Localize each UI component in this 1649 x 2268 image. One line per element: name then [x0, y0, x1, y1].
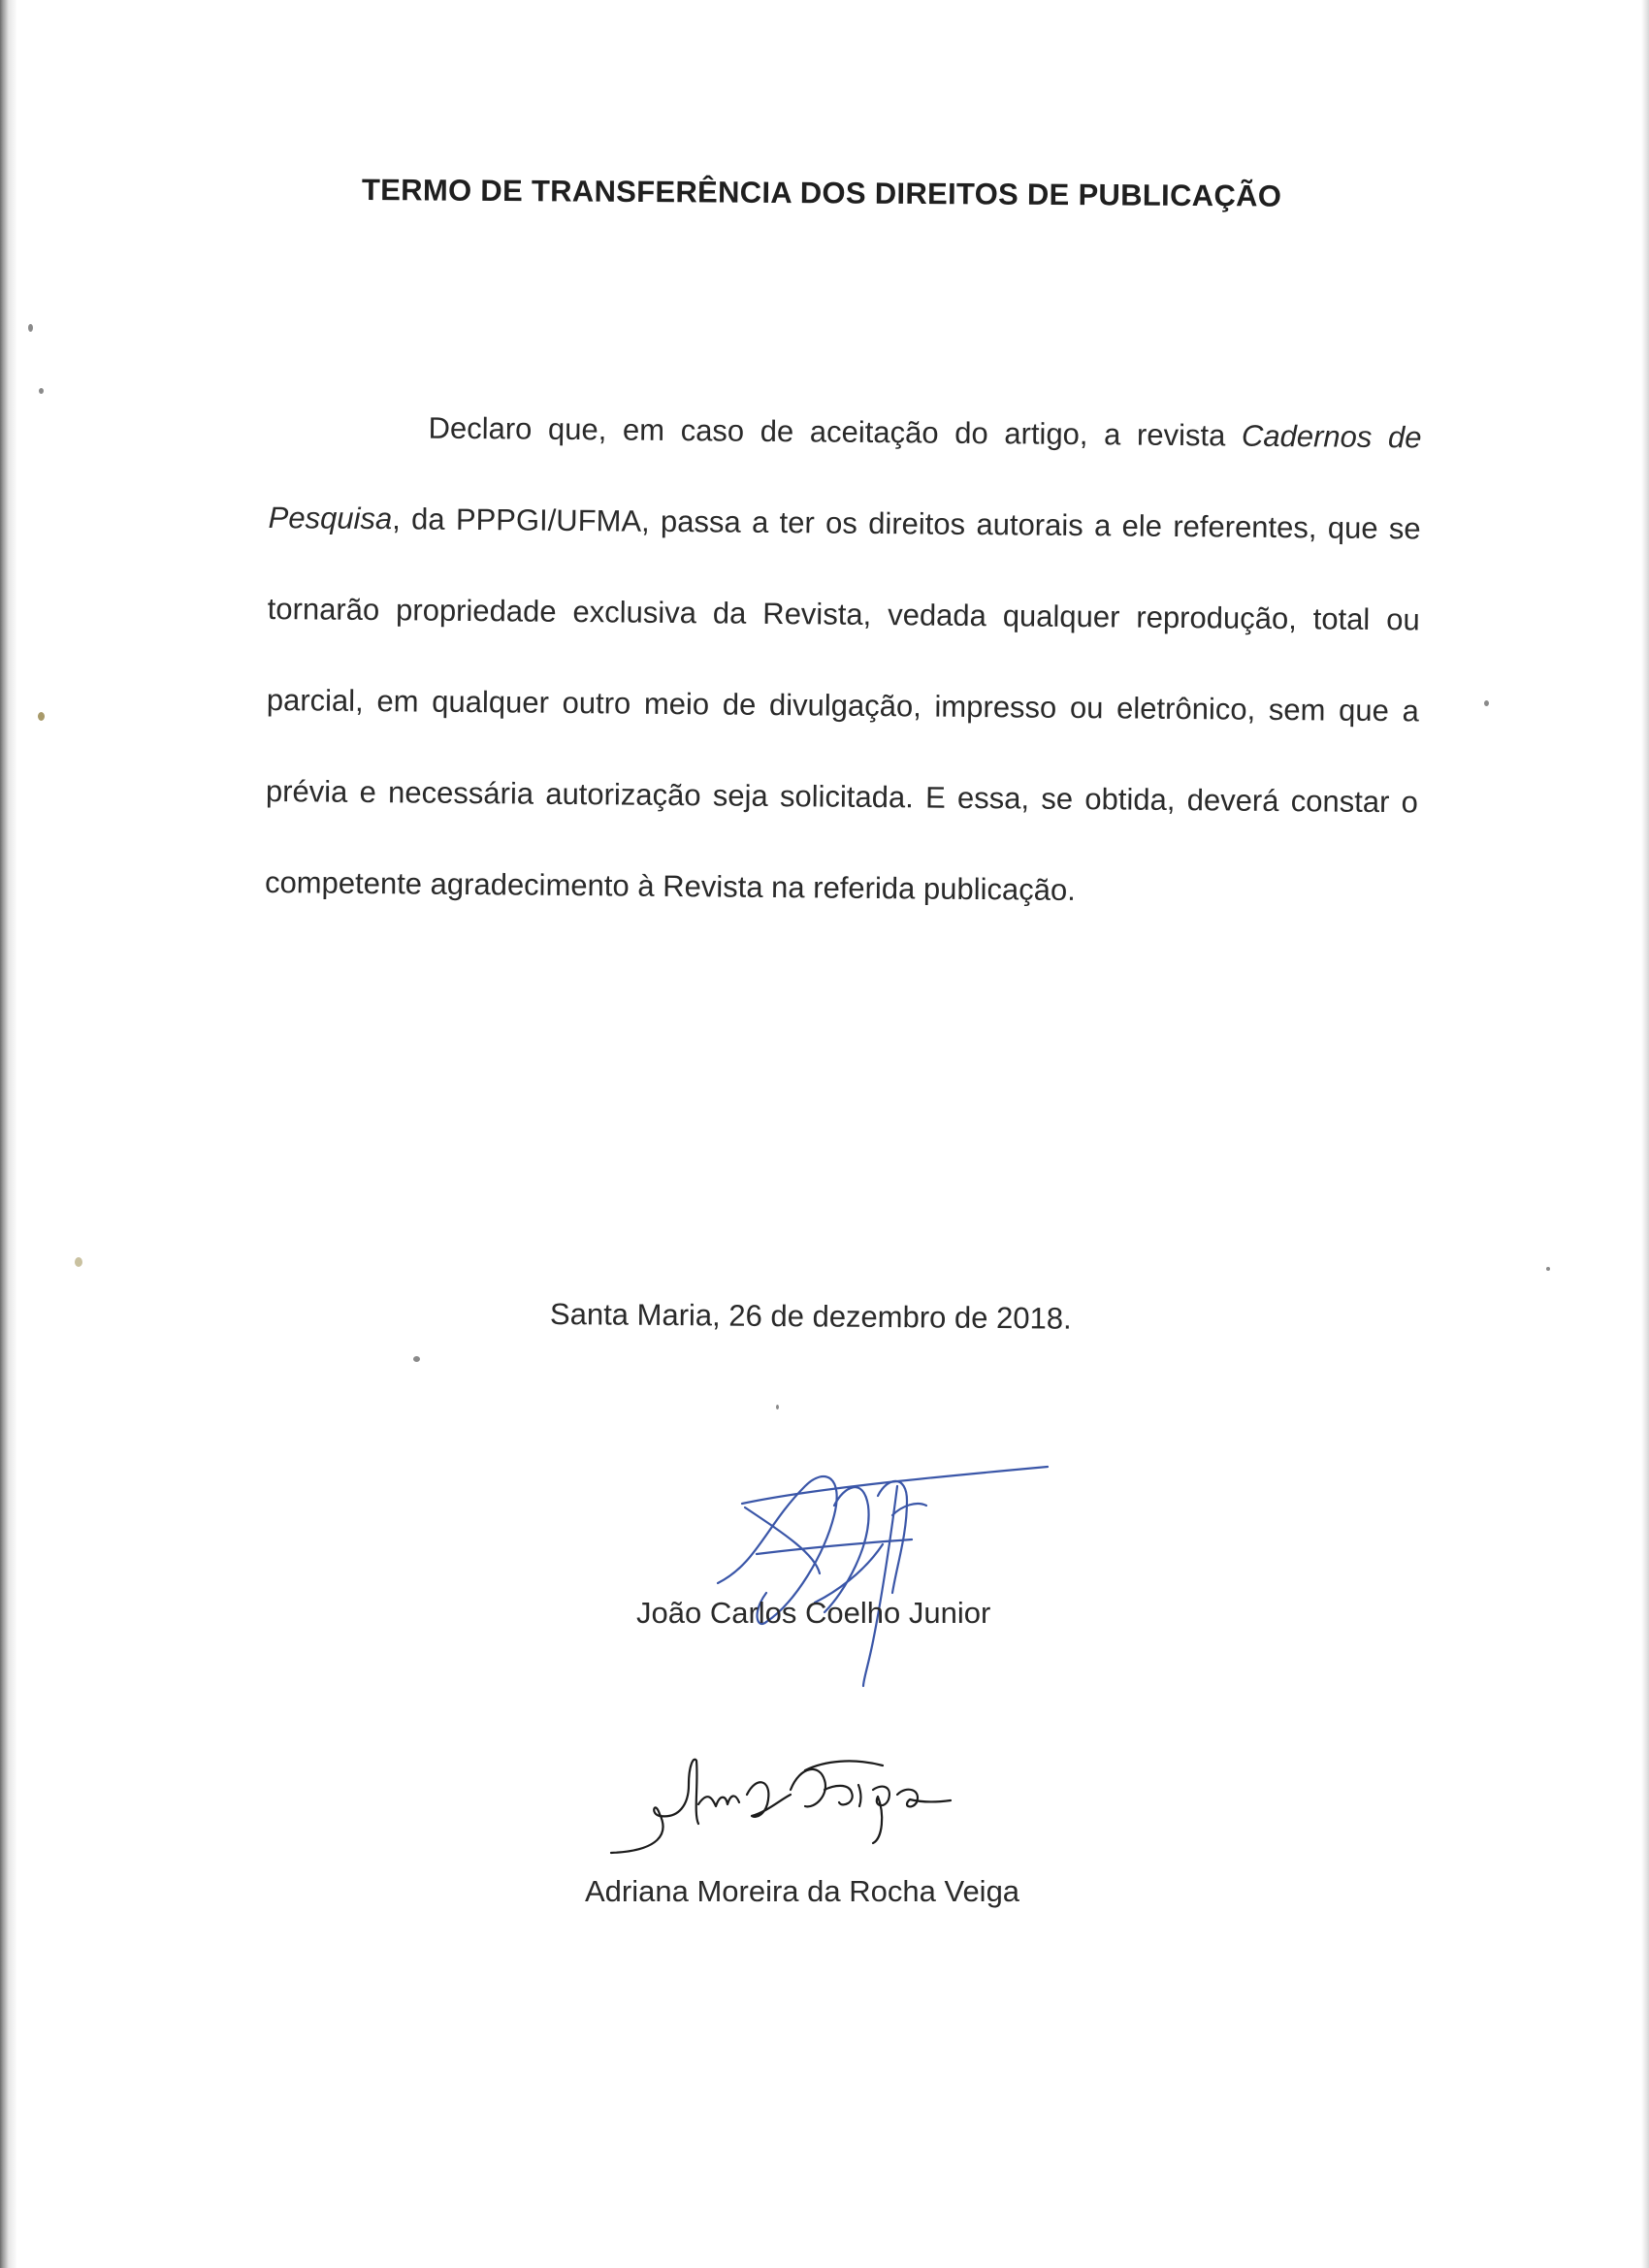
scan-speck — [1546, 1267, 1550, 1271]
scan-speck — [413, 1356, 420, 1362]
document-title: TERMO DE TRANSFERÊNCIA DOS DIREITOS DE PUBLICAÇÃO — [361, 173, 1282, 213]
scan-speck — [39, 388, 44, 394]
scan-edge-right — [1641, 0, 1649, 2268]
signature-adriana — [601, 1746, 1048, 1872]
paragraph-part1: Declaro que, em caso de aceitação do artigo, a revista — [428, 410, 1243, 453]
scan-speck — [75, 1257, 82, 1267]
scan-edge-left — [0, 0, 17, 2268]
date-line: Santa Maria, 26 de dezembro de 2018. — [549, 1297, 1072, 1336]
scan-speck — [28, 324, 33, 332]
scan-speck — [38, 712, 45, 721]
signatory-name-2: Adriana Moreira da Rocha Veiga — [585, 1874, 1020, 1908]
paragraph-part2: , da PPPGI/UFMA — [392, 502, 642, 538]
signature-joao — [698, 1447, 1067, 1688]
scan-speck — [776, 1405, 779, 1409]
signatory-name-1: João Carlos Coelho Junior — [636, 1596, 991, 1630]
scan-speck — [1484, 700, 1489, 706]
declaration-paragraph — [265, 381, 1422, 939]
journal-name: Cadernos de Pesquisa — [268, 418, 1422, 536]
paragraph-part3: , passa a ter os direitos autorais a ele referentes, que se tornarão propriedade exclusiva da Revista, vedada qualquer reprodução, total ou parcial, em qualquer outro meio de divulgação, impresso ou eletrônico, sem que a prévia e necessária autorização seja solicitada. E essa, se obtida, deverá constar o competente agradecimento à Revista na referida publicação. — [264, 503, 1421, 907]
